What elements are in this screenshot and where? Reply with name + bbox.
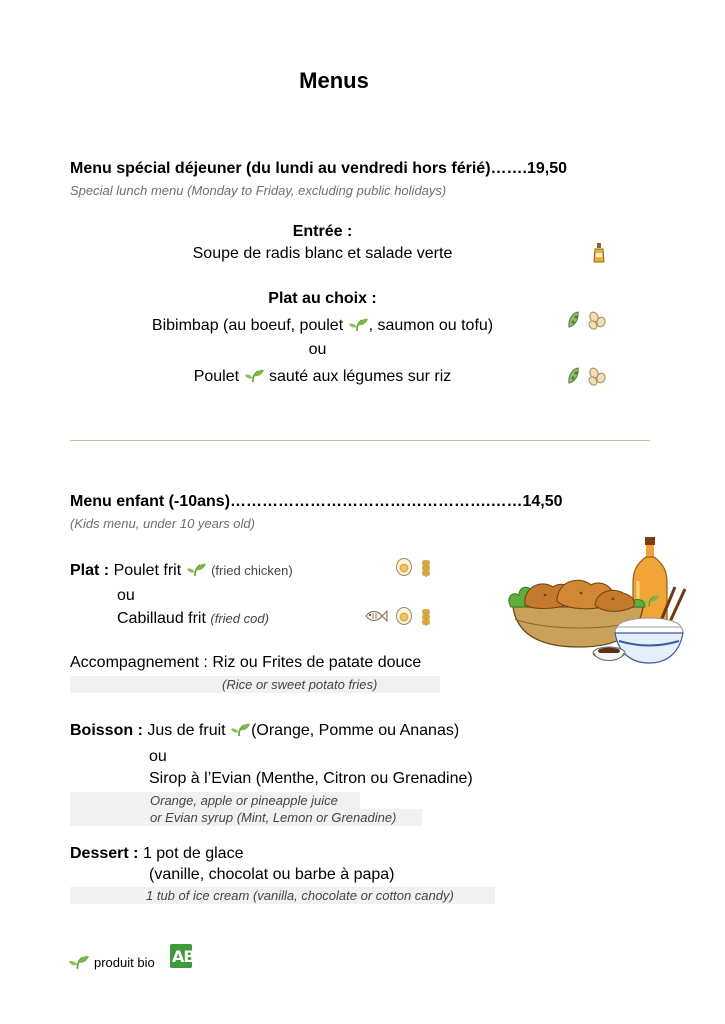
wheat-icon bbox=[419, 606, 433, 628]
page-title: Menus bbox=[299, 68, 369, 93]
kids-plat-item-cod-line bbox=[117, 610, 269, 628]
plat-item-poulet-text-b: sauté aux légumes sur riz bbox=[268, 368, 452, 385]
kids-plat-label: Plat : bbox=[70, 562, 110, 579]
wheat-icon bbox=[419, 557, 433, 579]
bio-badge-label: AB bbox=[172, 947, 195, 966]
kids-side-value: Riz ou Frites de patate douce bbox=[212, 654, 422, 671]
kids-plat-item-chicken: Poulet frit bbox=[113, 562, 182, 579]
kids-dessert-line bbox=[70, 845, 243, 863]
kids-drink-item2: Sirop à l’Evian (Menthe, Citron ou Grenadine) bbox=[149, 770, 473, 787]
egg-icon bbox=[395, 557, 413, 577]
entree-item: Soupe de radis blanc et salade verte bbox=[192, 245, 453, 262]
kids-menu-heading: Menu enfant (-10ans)………………………………………….……14,50 bbox=[70, 493, 563, 510]
soybean-icon bbox=[566, 366, 582, 386]
kids-side-en bbox=[70, 676, 440, 693]
kids-drink-item1-b: (Orange, Pomme ou Ananas) bbox=[251, 722, 460, 739]
lunch-menu-heading: Menu spécial déjeuner (du lundi au vendredi hors férié)…….19,50 bbox=[70, 160, 568, 177]
egg-icon bbox=[395, 606, 413, 626]
kids-drink-en1: Orange, apple or pineapple juice bbox=[150, 793, 338, 808]
sprout-icon bbox=[244, 367, 265, 383]
kids-plat-or: ou bbox=[117, 587, 135, 604]
soybean-icon bbox=[566, 310, 582, 330]
sprout-icon bbox=[186, 561, 207, 577]
kids-side-line bbox=[70, 654, 421, 672]
kids-menu-subtitle: (Kids menu, under 10 years old) bbox=[70, 516, 255, 531]
sprout-icon bbox=[230, 721, 251, 737]
plat-item-poulet bbox=[0, 367, 645, 386]
plat-or: ou bbox=[308, 341, 327, 358]
kids-side-en-text: (Rice or sweet potato fries) bbox=[222, 677, 378, 692]
kids-plat-line bbox=[70, 561, 293, 580]
kids-plat-item-chicken-en: (fried chicken) bbox=[211, 563, 293, 578]
kids-plat-item-cod: Cabillaud frit bbox=[117, 610, 206, 627]
plat-item-bibimbap-text-a: Bibimbap (au boeuf, poulet bbox=[151, 317, 344, 334]
kids-dessert-item2: (vanille, chocolat ou barbe à papa) bbox=[149, 866, 395, 883]
kids-dessert-label: Dessert : bbox=[70, 845, 139, 862]
bio-badge bbox=[170, 944, 195, 968]
fish-icon bbox=[362, 608, 388, 624]
lunch-menu-subtitle: Special lunch menu (Monday to Friday, excluding public holidays) bbox=[70, 183, 447, 198]
kids-plat-item-cod-en: (fried cod) bbox=[210, 611, 269, 626]
sesame-icon bbox=[587, 366, 609, 388]
entree-heading: Entrée : bbox=[292, 223, 353, 240]
kids-dessert-en: 1 tub of ice cream (vanilla, chocolate or cotton candy) bbox=[146, 888, 454, 903]
kids-drink-en2: or Evian syrup (Mint, Lemon or Grenadine) bbox=[150, 810, 397, 825]
kids-drink-label: Boisson : bbox=[70, 722, 143, 739]
chicken-rice-meal-illustration bbox=[505, 535, 690, 667]
mustard-bottle-icon bbox=[592, 242, 606, 264]
plat-heading: Plat au choix : bbox=[268, 290, 377, 307]
kids-side-label: Accompagnement : bbox=[70, 654, 208, 671]
kids-drink-or: ou bbox=[149, 748, 167, 765]
sprout-icon bbox=[68, 953, 90, 970]
sprout-icon bbox=[348, 316, 369, 332]
plat-item-bibimbap bbox=[0, 316, 645, 335]
legend-organic-text: produit bio bbox=[94, 955, 155, 970]
kids-drink-line bbox=[70, 721, 459, 740]
section-divider bbox=[70, 440, 650, 441]
plat-item-poulet-text-a: Poulet bbox=[193, 368, 240, 385]
kids-dessert-item1: 1 pot de glace bbox=[142, 845, 244, 862]
sesame-icon bbox=[587, 310, 609, 332]
kids-drink-item1-a: Jus de fruit bbox=[147, 722, 226, 739]
plat-item-bibimbap-text-b: , saumon ou tofu) bbox=[368, 317, 494, 334]
